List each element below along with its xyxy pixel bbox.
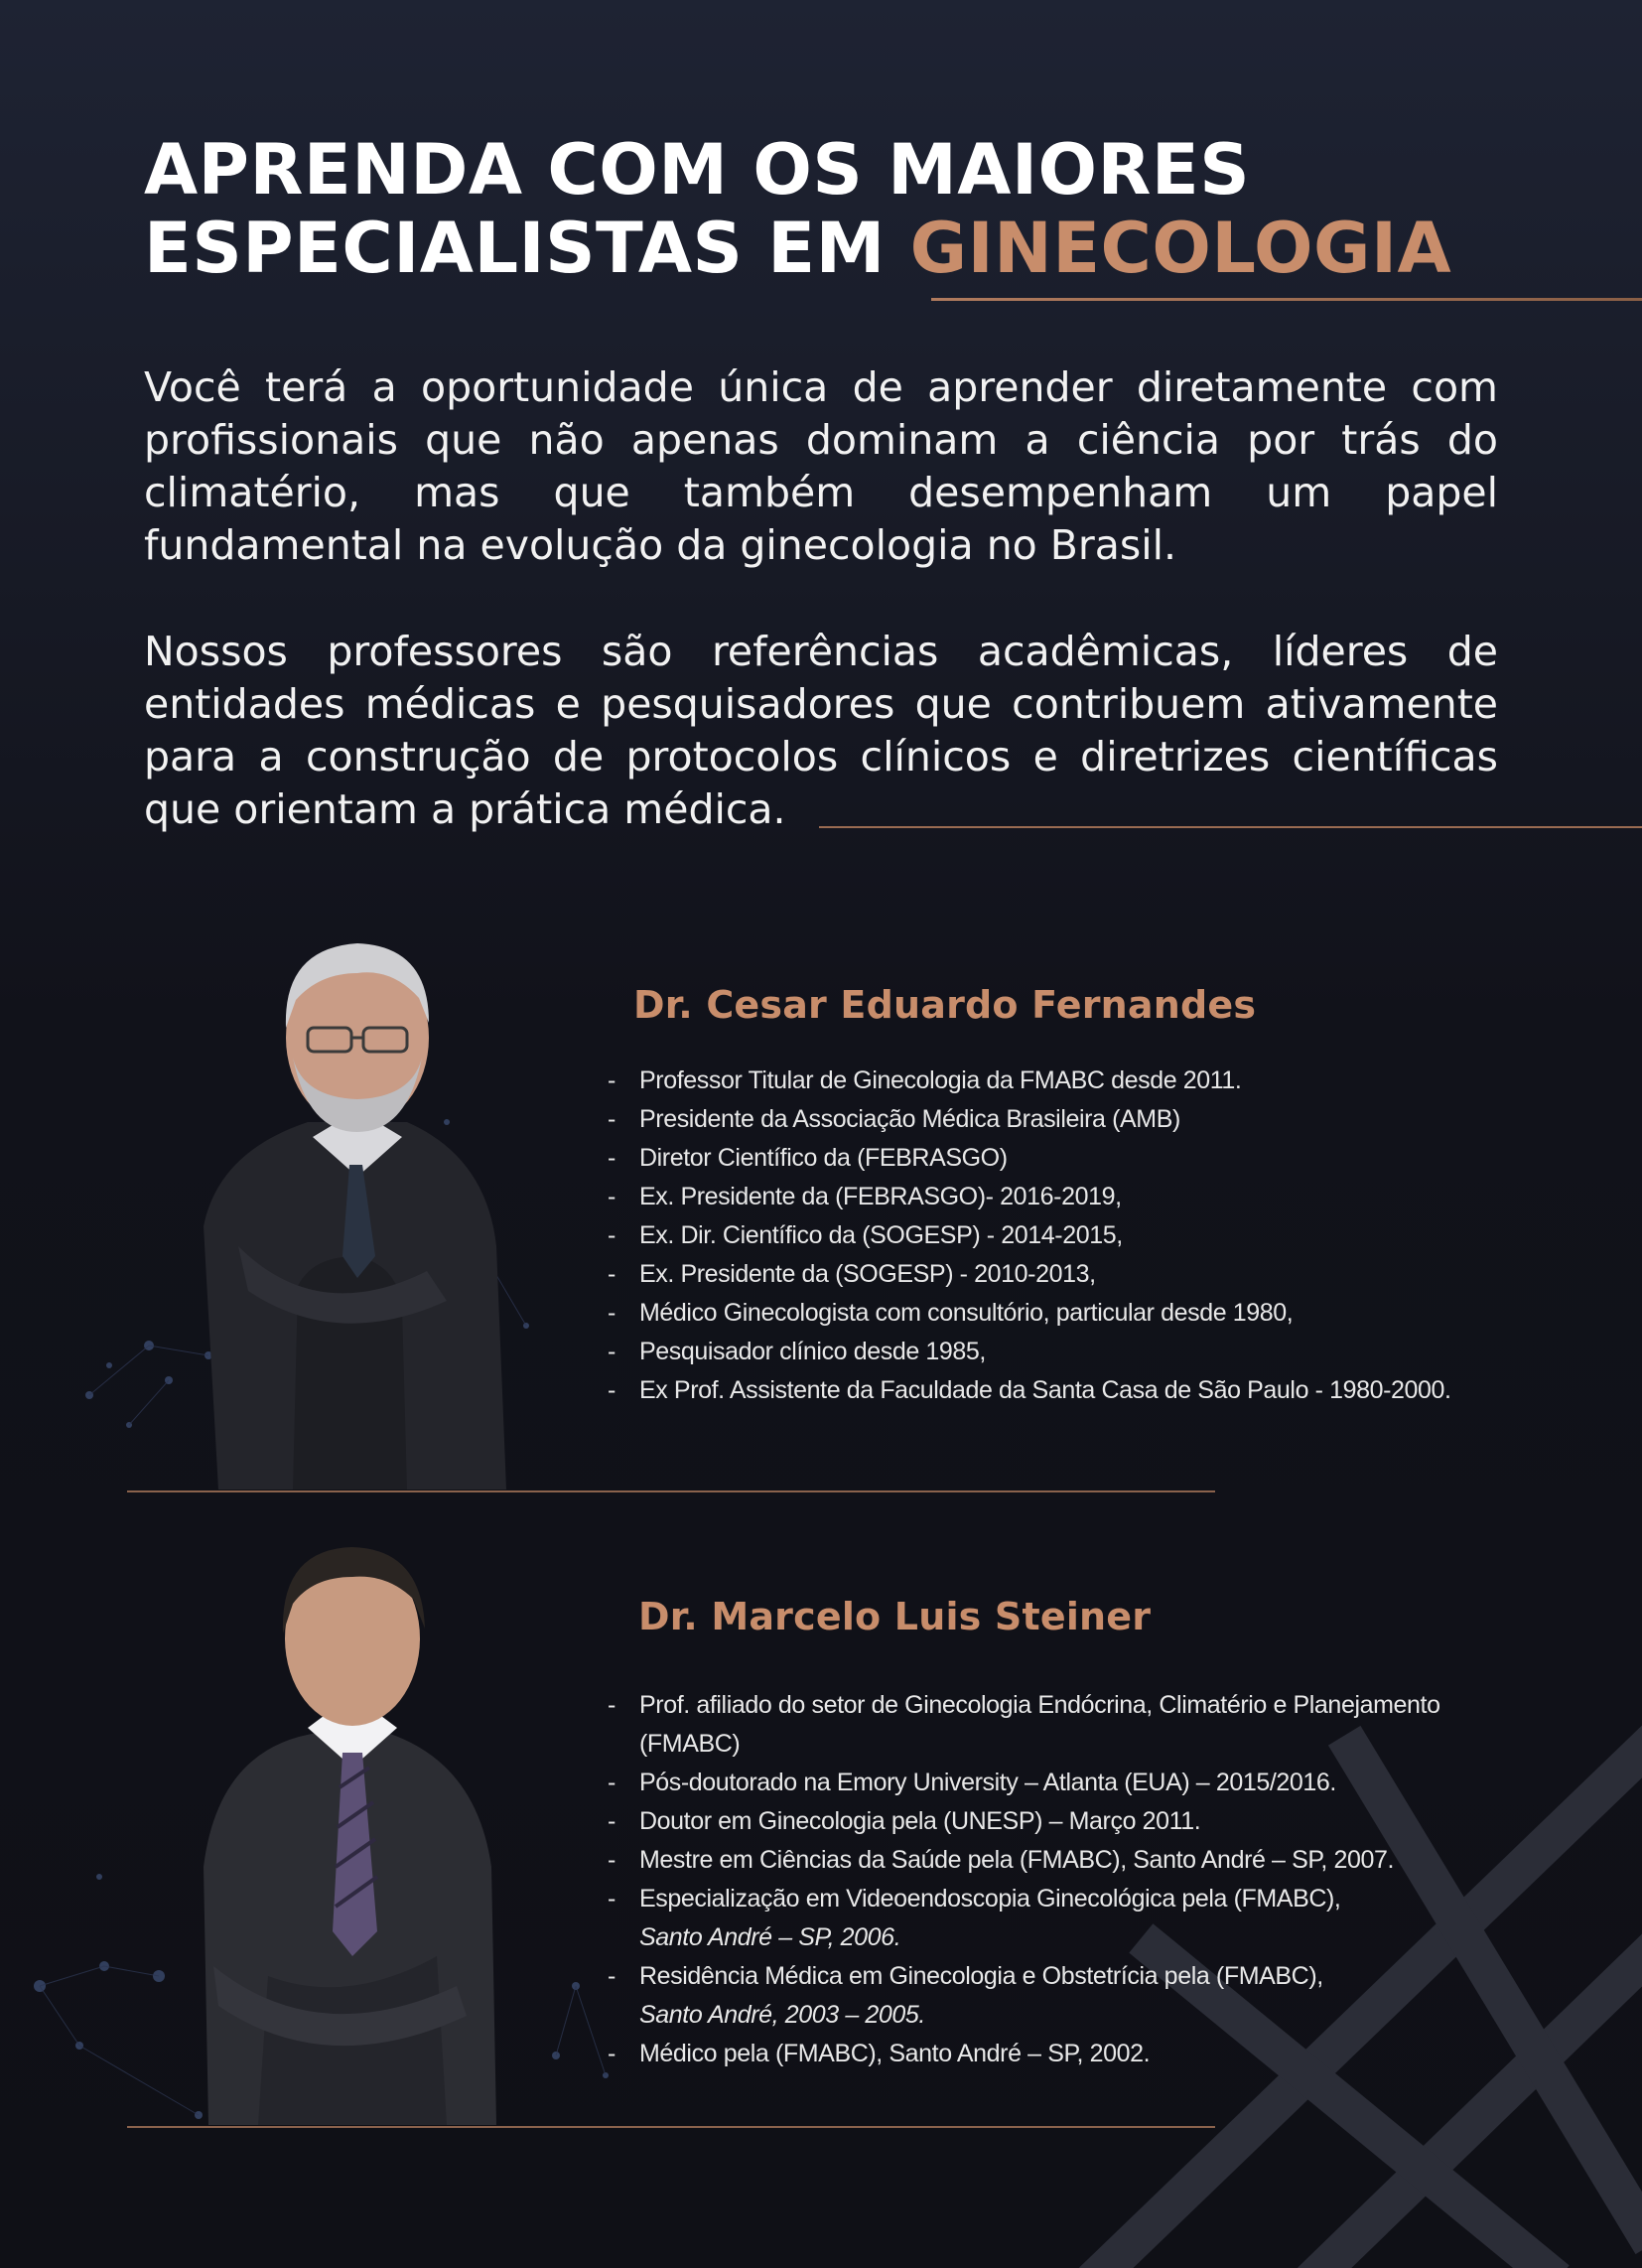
- intro-paragraph-1: Você terá a oportunidade única de aprender diretamente com profissionais que não apenas dominam a ciência por trás do climatério, mas que também desempenham um papel fundamental na evolução da ginecologia no Brasil.: [144, 363, 1498, 569]
- credential-item: - Ex. Presidente da (FEBRASGO)- 2016-2019,: [608, 1183, 1122, 1210]
- headline-line-1: APRENDA COM OS MAIORES: [144, 129, 1251, 211]
- credentials-list-1: [608, 1062, 1620, 1410]
- credential-item: - Médico Ginecologista com consultório, particular desde 1980,: [608, 1299, 1294, 1327]
- credential-item: - Residência Médica em Ginecologia e Obstetrícia pela (FMABC), Santo André, 2003 – 2005.: [608, 1962, 1323, 2029]
- section-divider-1: [127, 1490, 1215, 1492]
- credential-item: - Presidente da Associação Médica Brasileira (AMB): [608, 1105, 1180, 1133]
- credential-item: - Prof. afiliado do setor de Ginecologia Endócrina, Climatério e Planejamento (FMABC): [608, 1691, 1440, 1758]
- credential-item: - Ex. Presidente da (SOGESP) - 2010-2013,: [608, 1260, 1096, 1288]
- credential-item: - Diretor Científico da (FEBRASGO): [608, 1144, 1008, 1172]
- credential-item: - Ex. Dir. Científico da (SOGESP) - 2014-2015,: [608, 1221, 1123, 1249]
- portrait-cesar-eduardo-fernandes: [60, 928, 616, 1489]
- credential-item: - Médico pela (FMABC), Santo André – SP, 2002.: [608, 2040, 1151, 2067]
- headline-line-2-prefix: ESPECIALISTAS EM: [144, 208, 910, 289]
- headline-accent-word: GINECOLOGIA: [909, 208, 1452, 289]
- professor-name-1: Dr. Cesar Eduardo Fernandes: [633, 983, 1257, 1027]
- credentials-list-2: [608, 1686, 1501, 2073]
- credential-item: - Pós-doutorado na Emory University – Atlanta (EUA) – 2015/2016.: [608, 1769, 1336, 1796]
- professor-name-2: Dr. Marcelo Luis Steiner: [638, 1595, 1152, 1638]
- section-divider-2: [127, 2126, 1215, 2128]
- intro-paragraph-2: Nossos professores são referências acadêmicas, líderes de entidades médicas e pesquisadores que contribuem ativamente para a construção de protocolos clínicos e diretrizes científicas que orientam a prática médica.: [144, 628, 1498, 833]
- credential-item: - Pesquisador clínico desde 1985,: [608, 1338, 986, 1365]
- credential-item: - Ex Prof. Assistente da Faculdade da Santa Casa de São Paulo - 1980-2000.: [608, 1376, 1451, 1404]
- credential-item: - Professor Titular de Ginecologia da FMABC desde 2011.: [608, 1066, 1242, 1094]
- portrait-marcelo-luis-steiner: [20, 1539, 635, 2125]
- intro-underline: [819, 826, 1642, 828]
- headline-underline: [931, 298, 1642, 301]
- credential-item: - Especialização em Videoendoscopia Ginecológica pela (FMABC), Santo André – SP, 2006.: [608, 1885, 1341, 1951]
- page-headline: [144, 131, 1554, 288]
- credential-item: - Doutor em Ginecologia pela (UNESP) – Março 2011.: [608, 1807, 1201, 1835]
- credential-item: - Mestre em Ciências da Saúde pela (FMABC), Santo André – SP, 2007.: [608, 1846, 1395, 1874]
